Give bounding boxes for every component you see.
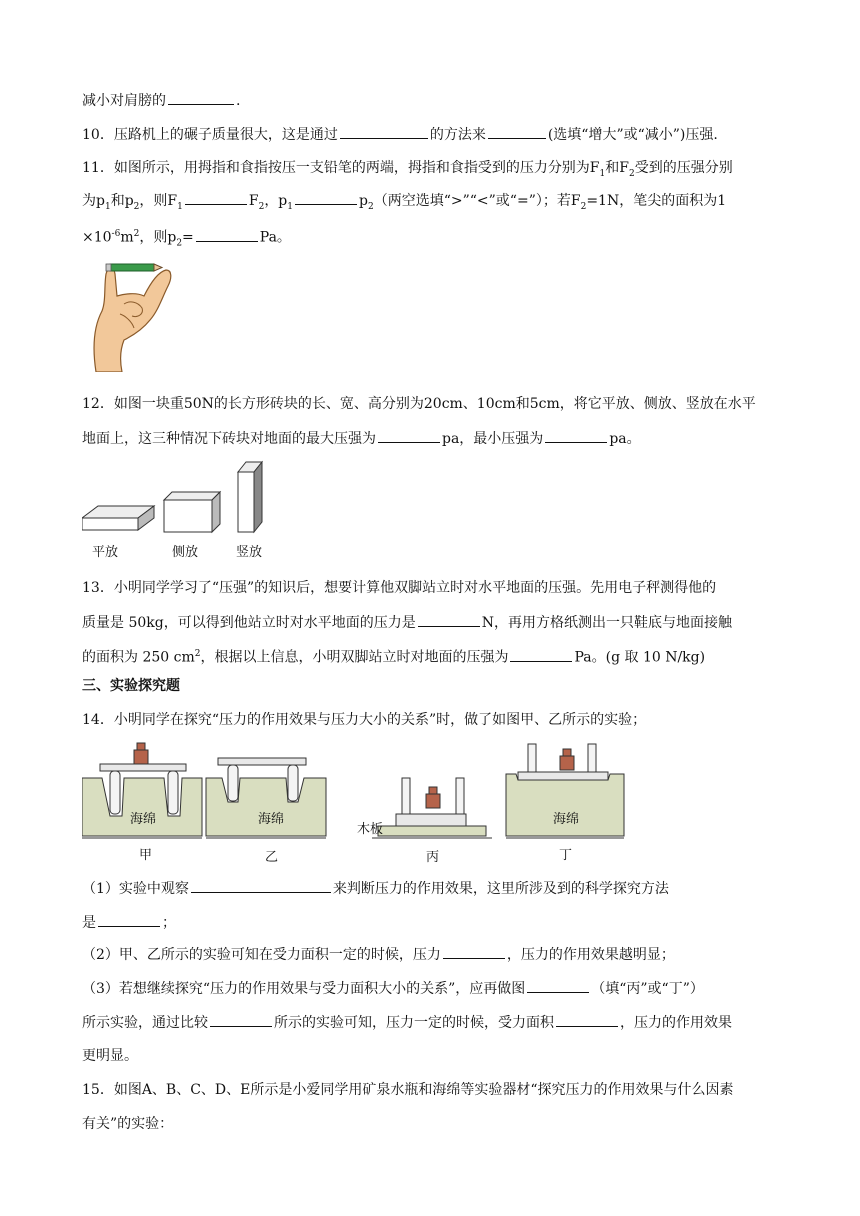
question-15-line2: 有关”的实验： [82, 1116, 174, 1132]
label-jia: 甲 [139, 848, 153, 863]
experiment-figure [82, 738, 628, 856]
label-sponge-ding: 海绵 [553, 812, 580, 827]
answer-blank[interactable] [295, 190, 357, 205]
answer-blank[interactable] [185, 190, 247, 205]
question-14-part3: （3）若想继续探究“压力的作用效果与受力面积大小的关系”，应再做图 （填“丙”或“丁”） [82, 978, 704, 999]
answer-blank[interactable] [378, 428, 440, 443]
answer-blank[interactable] [443, 944, 505, 959]
question-14-part3-end: 更明显。 [82, 1048, 138, 1064]
answer-blank[interactable] [488, 124, 546, 139]
question-14-part1: （1）实验中观察 来判断压力的作用效果，这里所涉及到的科学探究方法 [82, 878, 669, 899]
answer-blank[interactable] [196, 227, 258, 242]
answer-blank[interactable] [98, 912, 160, 927]
exp-bing [372, 778, 492, 838]
answer-blank[interactable] [527, 978, 589, 993]
section-heading: 三、实验探究题 [82, 678, 180, 694]
bricks-figure [82, 460, 282, 540]
question-14-part2: （2）甲、乙所示的实验可知在受力面积一定的时候，压力 ，压力的作用效果越明显； [82, 944, 675, 965]
question-11-line2: 为$p_1$和$p_2$，则$F_1$ $F_2$，$p_1$ $p_2$（两空选填“>”“<”或“=”）；若$F_2=1N$，笔尖的面积为1 [82, 190, 726, 217]
answer-blank[interactable] [191, 878, 331, 893]
question-11-line3: $\times 10^{-6}m^2$，则$p_2= Pa$。 [82, 224, 291, 253]
question-14: 14．小明同学在探究“压力的作用效果与压力大小的关系”时，做了如图甲、乙所示的实验； [82, 712, 647, 728]
brick-caption-upright: 竖放 [236, 545, 263, 560]
hand-pencil-figure [84, 256, 184, 372]
label-bing: 丙 [426, 850, 440, 865]
brick-caption-side: 侧放 [172, 545, 199, 560]
question-13-line1: 13．小明同学学习了“压强”的知识后，想要计算他双脚站立时对水平地面的压强。先用电子秤测得他的 [82, 580, 717, 596]
answer-blank[interactable] [340, 124, 428, 139]
question-10: 10．压路机上的碾子质量很大，这是通过 的方法来 (选填“增大”或“减小”)压强. [82, 124, 718, 145]
answer-blank[interactable] [210, 1012, 272, 1027]
q9-tail: 减小对肩膀的 . [82, 90, 240, 111]
question-13-line3: 的面积为 250 $cm^2$，根据以上信息，小明双脚站立时对地面的压强为 Pa。(g 取 10 N/kg) [82, 644, 705, 668]
answer-blank[interactable] [418, 612, 480, 627]
label-yi: 乙 [265, 850, 279, 865]
question-12-line1: 12．如图一块重50N的长方形砖块的长、宽、高分别为20cm、10cm和5cm，将它平放、侧放、竖放在水平 [82, 396, 756, 412]
label-sponge-yi: 海绵 [258, 812, 285, 827]
question-14-part3-cont: 所示实验，通过比较 所示的实验可知，压力一定的时候，受力面积 ，压力的作用效果 [82, 1012, 732, 1033]
answer-blank[interactable] [510, 647, 572, 662]
label-board: 木板 [357, 822, 384, 837]
answer-blank[interactable] [545, 428, 607, 443]
label-sponge-jia: 海绵 [130, 812, 157, 827]
answer-blank[interactable] [556, 1012, 618, 1027]
question-15-line1: 15．如图A、B、C、D、E所示是小爱同学用矿泉水瓶和海绵等实验器材“探究压力的作用效果与什么因素 [82, 1082, 734, 1098]
brick-caption-flat: 平放 [92, 545, 119, 560]
question-14-part1-cont: 是 ； [82, 912, 176, 933]
label-ding: 丁 [559, 848, 573, 863]
question-11-line1: 11．如图所示，用拇指和食指按压一支铅笔的两端，拇指和食指受到的压力分别为$F_1$和$F_2$受到的压强分别 [82, 160, 733, 179]
question-13-line2: 质量是 50kg，可以得到他站立时对水平地面的压力是 N，再用方格纸测出一只鞋底与地面接触 [82, 612, 732, 633]
question-12-line2: 地面上，这三种情况下砖块对地面的最大压强为 pa，最小压强为 pa。 [82, 428, 641, 449]
answer-blank[interactable] [168, 90, 234, 105]
